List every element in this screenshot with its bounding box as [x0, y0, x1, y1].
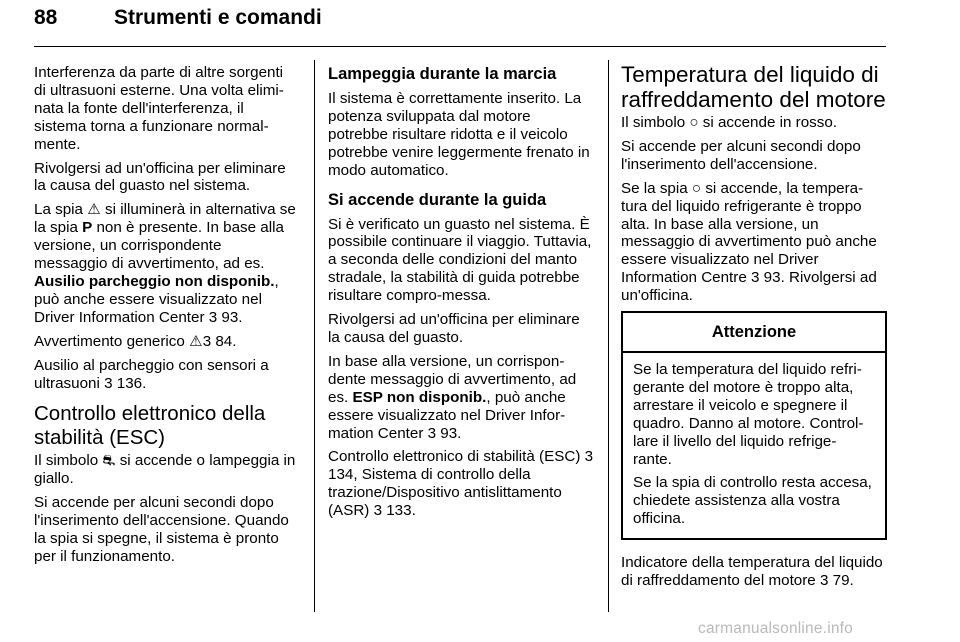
page-ref-icon: 3 [584, 448, 594, 466]
section-heading-esc: Controllo elettronico della stabilità (ESC) [34, 402, 266, 450]
page-ref-icon: 3 [208, 308, 218, 326]
column-2 [328, 64, 594, 526]
page-number: 88 [34, 6, 58, 29]
page-ref-icon: 3 [819, 572, 829, 590]
subheading-on: Si accende durante la guida [328, 190, 547, 209]
message-text: ESP non disponib. [352, 388, 487, 406]
watermark: carmanualsonline.info [698, 620, 853, 637]
page-ref-icon: 3 [427, 424, 437, 442]
column-3 [621, 62, 889, 596]
esc-icon: ⛐ [102, 452, 116, 470]
caution-box [621, 311, 887, 540]
paragraph: Se la spia di controllo resta accesa, chiedete assistenza alla vostra officina. [633, 474, 872, 528]
section-heading-coolant: Temperatura del liquido di raffreddamento del motore [621, 62, 886, 112]
caution-title: Attenzione [623, 313, 885, 353]
page-header [34, 6, 886, 42]
paragraph: La spia ⚠ si illuminerà in alternativa se la spia P non è presente. In base alla versione, un corrispondente messaggio di avvertimento, ad es. Ausilio parcheggio non disponib., può anche essere visualizzato nel Driver Information Center 3 93. [34, 201, 296, 326]
warning-icon: ⚠ [87, 201, 101, 219]
column-divider-2 [608, 60, 609, 612]
warning-icon: ⚠ [189, 332, 203, 350]
page-ref-icon: 3 [751, 269, 760, 287]
paragraph: Ausilio al parcheggio con sensori a ultrasuoni 3 136. [34, 356, 269, 392]
paragraph: Il simbolo ⛐ si accende o lampeggia in giallo. [34, 452, 296, 488]
page-ref-icon: 3 [373, 502, 383, 520]
paragraph: Il sistema è correttamente inserito. La potenza sviluppata dal motore potrebbe risultare ridotta e il veicolo potrebbe venire leggermente frenato in modo automatico. [328, 90, 590, 179]
paragraph: Rivolgersi ad un'officina per eliminare la causa del guasto. [328, 311, 580, 346]
subheading-flashing: Lampeggia durante la marcia [328, 65, 557, 83]
page-ref-icon: 3 [104, 374, 113, 392]
column-1 [34, 64, 298, 572]
paragraph: Avvertimento generico ⚠3 84. [34, 332, 237, 350]
coolant-icon: ○ [691, 179, 702, 197]
paragraph: Interferenza da parte di altre sorgenti di ultrasuoni esterne. Una volta elimi-nata la fonte dell'interferenza, il sistema torna a funzionare normal-mente. [34, 64, 284, 153]
paragraph: Si è verificato un guasto nel sistema. È possibile continuare il viaggio. Tuttavia, a seconda delle condizioni del manto stradale, la stabilità di guida potrebbe risultare compro-messa. [328, 215, 592, 305]
page-title: Strumenti e comandi [114, 6, 322, 29]
message-text: Ausilio parcheggio non disponib. [34, 272, 275, 290]
paragraph: Indicatore della temperatura del liquido di raffreddamento del motore 3 79. [621, 554, 883, 590]
caution-body [623, 353, 885, 538]
paragraph: Controllo elettronico di stabilità (ESC) 3 134, Sistema di controllo della trazione/Dispositivo antislittamento (ASR) 3 133. [328, 448, 594, 520]
paragraph: Si accende per alcuni secondi dopo l'inserimento dell'accensione. [621, 137, 861, 173]
parking-icon: P [82, 219, 93, 237]
header-rule [34, 46, 886, 47]
paragraph: Se la spia ○ si accende, la tempera-tura del liquido refrigerante è troppo alta. In base alla versione, un messaggio di avvertimento può anche essere visualizzato nel Driver Information Centre 3 93. Rivolgersi ad un'officina. [621, 179, 877, 305]
column-divider-1 [314, 60, 315, 612]
paragraph: In base alla versione, un corrispon-dente messaggio di avvertimento, ad es. ESP non disponib., può anche essere visualizzato nel Driver Infor-mation Center 3 93. [328, 352, 577, 442]
paragraph: Il simbolo ○ si accende in rosso. [621, 114, 838, 131]
paragraph: Si accende per alcuni secondi dopo l'inserimento dell'accensione. Quando la spia si spegne, il sistema è pronto per il funzionamento. [34, 494, 289, 565]
coolant-icon: ○ [689, 114, 699, 131]
paragraph: Rivolgersi ad un'officina per eliminare la causa del guasto nel sistema. [34, 159, 286, 195]
page-ref-icon: 3 [202, 332, 212, 350]
paragraph: Se la temperatura del liquido refri-gerante del motore è troppo alta, arrestare il veicolo e spegnere il quadro. Danno al motore. Control-lare il livello del liquido refrige-rante. [633, 360, 864, 468]
